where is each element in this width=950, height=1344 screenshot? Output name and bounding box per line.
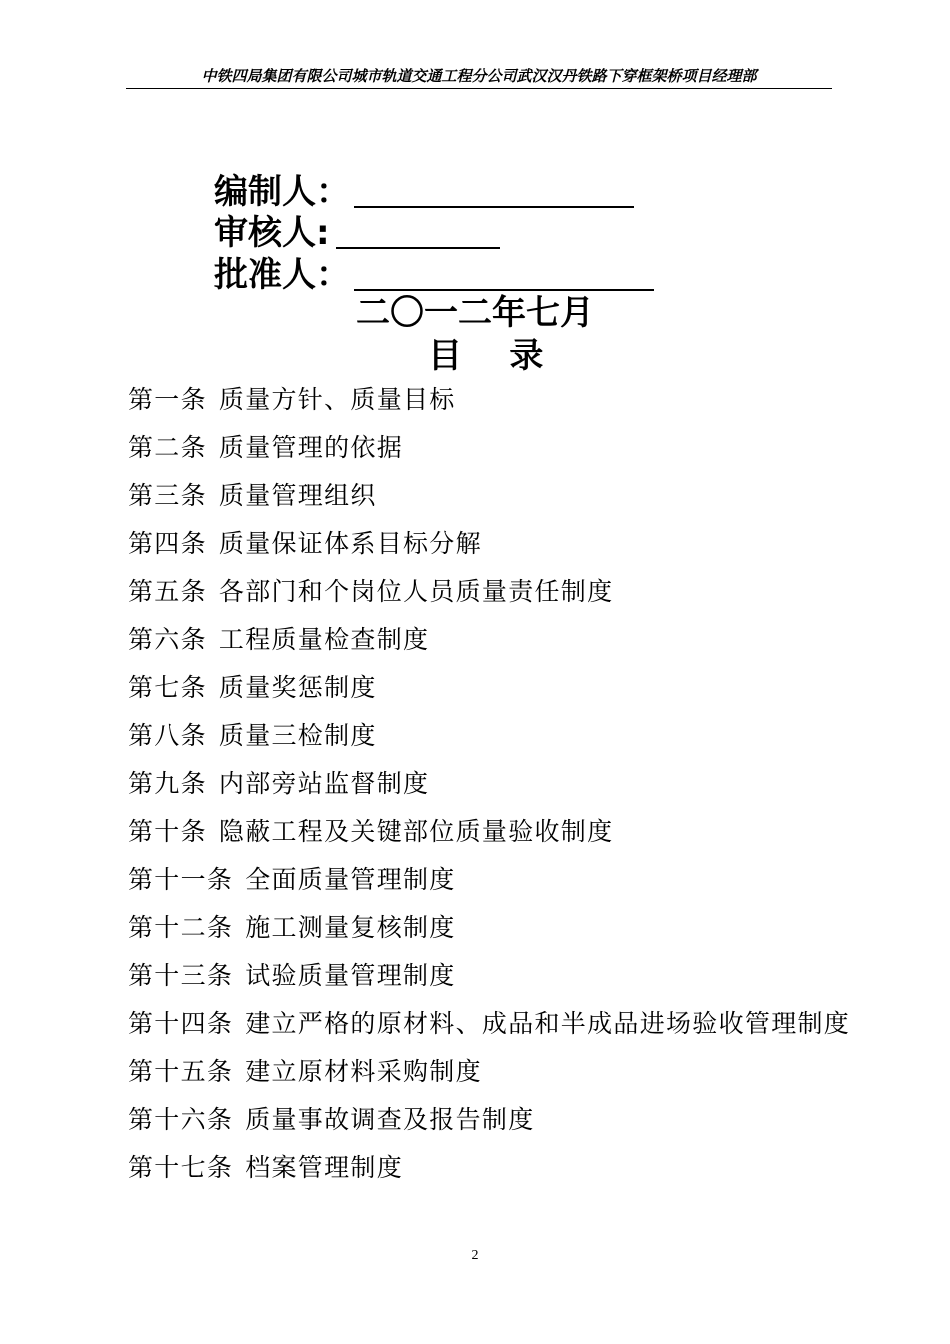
toc-item[interactable]	[128, 668, 850, 716]
toc-item[interactable]	[128, 1052, 850, 1100]
toc-item[interactable]	[128, 860, 850, 908]
toc-item-title: 施工测量复核制度	[245, 913, 456, 942]
compiler-label: 编制人：	[214, 172, 350, 212]
approver-signature-line	[354, 261, 654, 291]
toc-item-number: 第十五条	[128, 1057, 234, 1086]
toc-item-number: 第十四条	[128, 1009, 234, 1038]
toc-item[interactable]	[128, 620, 850, 668]
toc-item[interactable]	[128, 908, 850, 956]
toc-item-title: 试验质量管理制度	[245, 961, 456, 990]
toc-item-title: 质量方针、质量目标	[218, 385, 456, 414]
toc-item-title: 全面质量管理制度	[245, 865, 456, 894]
document-date: 二〇一二年七月	[356, 293, 594, 333]
toc-item[interactable]	[128, 380, 850, 428]
toc-item[interactable]	[128, 956, 850, 1004]
toc-item[interactable]	[128, 524, 850, 572]
approver-label: 批准人：	[214, 255, 350, 295]
toc-item-title: 建立严格的原材料、成品和半成品进场验收管理制度	[245, 1009, 851, 1038]
page-number: 2	[471, 1248, 479, 1263]
toc-item-number: 第十二条	[128, 913, 234, 942]
reviewer-row	[214, 213, 500, 253]
toc-title: 目 录	[428, 336, 544, 376]
toc-item-title: 档案管理制度	[245, 1153, 404, 1182]
toc-item-title: 质量奖惩制度	[218, 673, 377, 702]
toc-item[interactable]	[128, 716, 850, 764]
toc-item-title: 隐蔽工程及关键部位质量验收制度	[218, 817, 614, 846]
compiler-signature-line	[354, 178, 634, 208]
toc-item[interactable]	[128, 1004, 850, 1052]
compiler-row	[214, 172, 634, 212]
toc-item-number: 第七条	[128, 673, 207, 702]
toc-item[interactable]	[128, 812, 850, 860]
toc-item-title: 质量保证体系目标分解	[218, 529, 482, 558]
toc-item[interactable]	[128, 572, 850, 620]
toc-item-number: 第十三条	[128, 961, 234, 990]
toc-item-title: 质量管理组织	[218, 481, 377, 510]
toc-item[interactable]	[128, 476, 850, 524]
toc-item-number: 第四条	[128, 529, 207, 558]
toc-item-title: 工程质量检查制度	[218, 625, 430, 654]
toc-item[interactable]	[128, 428, 850, 476]
toc-item-title: 各部门和个岗位人员质量责任制度	[218, 577, 614, 606]
toc-item-title: 建立原材料采购制度	[245, 1057, 482, 1086]
toc-item[interactable]	[128, 1100, 850, 1148]
table-of-contents	[128, 380, 850, 1196]
reviewer-signature-line	[336, 219, 500, 249]
approver-row	[214, 255, 654, 295]
page-header: 中铁四局集团有限公司城市轨道交通工程分公司武汉汉丹铁路下穿框架桥项目经理部	[201, 67, 757, 85]
toc-item-number: 第三条	[128, 481, 207, 510]
toc-item-title: 质量三检制度	[218, 721, 377, 750]
header-divider	[126, 88, 832, 89]
toc-item-number: 第六条	[128, 625, 207, 654]
toc-item-title: 质量事故调查及报告制度	[245, 1105, 535, 1134]
toc-item-number: 第十一条	[128, 865, 234, 894]
toc-item[interactable]	[128, 1148, 850, 1196]
toc-item-number: 第五条	[128, 577, 207, 606]
toc-item-number: 第十七条	[128, 1153, 234, 1182]
toc-item-number: 第二条	[128, 433, 207, 462]
toc-item-number: 第九条	[128, 769, 207, 798]
toc-item-number: 第八条	[128, 721, 207, 750]
toc-item-title: 内部旁站监督制度	[218, 769, 430, 798]
toc-item-title: 质量管理的依据	[218, 433, 404, 462]
toc-item-number: 第一条	[128, 385, 207, 414]
toc-item-number: 第十条	[128, 817, 207, 846]
toc-item[interactable]	[128, 764, 850, 812]
reviewer-label: 审核人:	[214, 213, 330, 253]
toc-item-number: 第十六条	[128, 1105, 234, 1134]
